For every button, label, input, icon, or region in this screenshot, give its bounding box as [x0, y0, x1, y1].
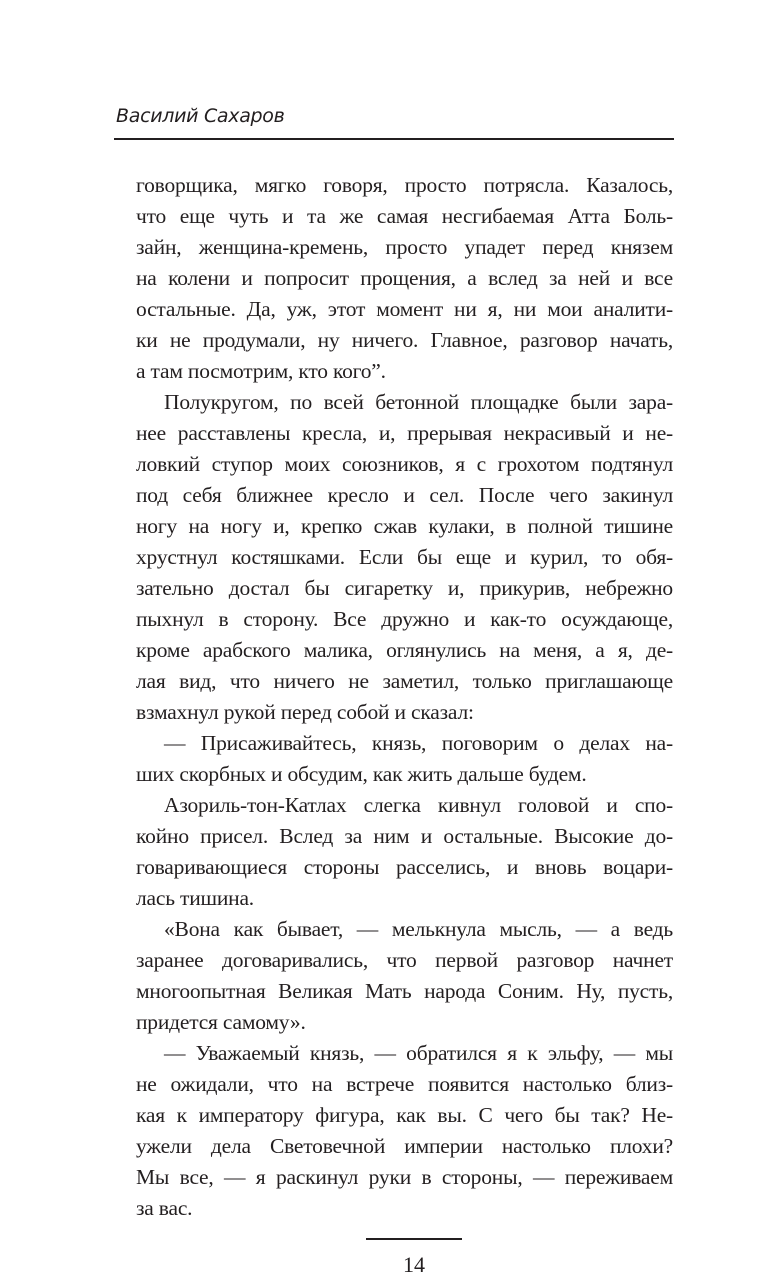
- text-line: взмахнул рукой перед собой и сказал:: [136, 700, 474, 724]
- text-line: — Присаживайтесь, князь, поговорим о делах на-: [164, 731, 673, 755]
- paragraph: [136, 1038, 673, 1224]
- text-line: остальные. Да, уж, этот момент ни я, ни мои аналити-: [136, 297, 673, 321]
- page-number: 14: [403, 1252, 425, 1277]
- text-line: многоопытная Великая Мать народа Соним. Ну, пусть,: [136, 979, 673, 1003]
- text-line: не ожидали, что на встрече появится настолько близ-: [136, 1072, 673, 1096]
- text-line: лась тишина.: [136, 886, 254, 910]
- header-rule: [114, 138, 674, 140]
- running-head-author: Василий Сахаров: [116, 105, 285, 127]
- text-line: ловкий ступор моих союзников, я с грохотом подтянул: [136, 452, 673, 476]
- paragraph: [136, 914, 673, 1038]
- text-line: койно присел. Вслед за ним и остальные. Высокие до-: [136, 824, 673, 848]
- text-line: под себя ближнее кресло и сел. После чего закинул: [136, 483, 673, 507]
- text-line: на колени и попросит прощения, а вслед за ней и все: [136, 266, 673, 290]
- body-text: [136, 170, 673, 1224]
- text-line: зайн, женщина-кремень, просто упадет перед князем: [136, 235, 673, 259]
- text-line: Полукругом, по всей бетонной площадке были зара-: [164, 390, 673, 414]
- text-line: «Вона как бывает, — мелькнула мысль, — а ведь: [164, 917, 673, 941]
- text-line: хрустнул костяшками. Если бы еще и курил, то обя-: [136, 545, 673, 569]
- text-line: говорщика, мягко говоря, просто потрясла. Казалось,: [136, 173, 673, 197]
- text-line: Азориль-тон-Катлах слегка кивнул головой и спо-: [164, 793, 673, 817]
- text-line: придется самому».: [136, 1010, 306, 1034]
- text-line: кая к императору фигура, как вы. С чего бы так? Не-: [136, 1103, 673, 1127]
- paragraph: [136, 790, 673, 914]
- text-line: — Уважаемый князь, — обратился я к эльфу, — мы: [164, 1041, 673, 1065]
- text-line: лая вид, что ничего не заметил, только приглашающе: [136, 669, 673, 693]
- text-line: ших скорбных и обсудим, как жить дальше будем.: [136, 762, 587, 786]
- paragraph: [136, 728, 673, 790]
- text-line: кроме арабского малика, оглянулись на меня, а я, де-: [136, 638, 673, 662]
- book-page: [114, 104, 674, 1278]
- text-line: пыхнул в сторону. Все дружно и как-то осуждающе,: [136, 607, 673, 631]
- text-line: ужели дела Световечной империи настолько плохи?: [136, 1134, 673, 1158]
- text-line: ногу на ногу и, крепко сжав кулаки, в полной тишине: [136, 514, 673, 538]
- text-line: заранее договаривались, что первой разговор начнет: [136, 948, 673, 972]
- text-line: за вас.: [136, 1196, 193, 1220]
- text-line: Мы все, — я раскинул руки в стороны, — переживаем: [136, 1165, 673, 1189]
- paragraph: [136, 387, 673, 728]
- text-line: нее расставлены кресла, и, прерывая некрасивый и не-: [136, 421, 673, 445]
- text-line: зательно достал бы сигаретку и, прикурив, небрежно: [136, 576, 673, 600]
- text-line: а там посмотрим, кто кого”.: [136, 359, 386, 383]
- paragraph: [136, 170, 673, 387]
- text-line: ки не продумали, ну ничего. Главное, разговор начать,: [136, 328, 673, 352]
- text-line: говаривающиеся стороны расселись, и вновь воцари-: [136, 855, 673, 879]
- text-line: что еще чуть и та же самая несгибаемая Атта Боль-: [136, 204, 673, 228]
